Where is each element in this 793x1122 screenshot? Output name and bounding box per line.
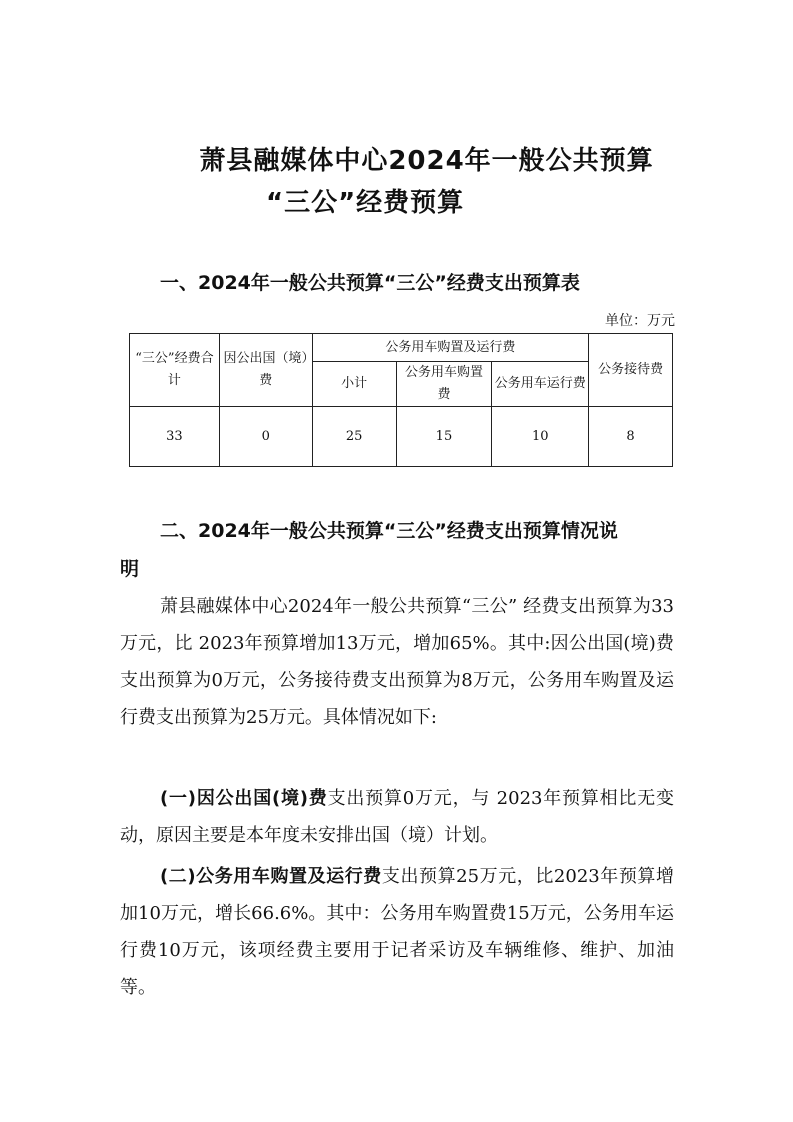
unit-label: 单位：万元: [605, 313, 675, 329]
paragraph-3-text: 支出预算25万元，比2023年预算增加10万元，增长66.6%。其中：公务用车购置费15万元，公务用车运行费10万元，该项经费主要用于记者采访及车辆维修、维护、加油等。: [120, 866, 675, 998]
paragraph-2-heading: (一)因公出国(境)费: [160, 788, 328, 809]
paragraph-abroad: [120, 780, 674, 854]
section-2-heading: [120, 512, 674, 588]
header-abroad: 因公出国（境）费: [219, 334, 312, 407]
budget-table: [129, 333, 673, 467]
value-operation: 10: [492, 407, 589, 467]
table-row: [130, 407, 673, 467]
value-subtotal: 25: [312, 407, 396, 467]
header-vehicle-group: 公务用车购置及运行费: [312, 334, 588, 362]
title-line-2: “三公”经费预算: [266, 188, 465, 218]
paragraph-1: 萧县融媒体中心2024年一般公共预算“三公” 经费支出预算为33万元，比 2023年预算增加13万元，增加65%。其中:因公出国(境)费支出预算为0万元，公务接待费支出预算为8万元，公务用车购置及运行费支出预算为25万元。具体情况如下:: [120, 596, 674, 728]
header-reception: 公务接待费: [589, 334, 673, 407]
value-purchase: 15: [396, 407, 492, 467]
value-total: 33: [130, 407, 220, 467]
paragraph-intro: [120, 588, 674, 736]
header-operation: 公务用车运行费: [492, 362, 589, 407]
document-title: [0, 140, 793, 224]
section-2-heading-part2: 明: [120, 558, 140, 580]
header-subtotal: 小计: [312, 362, 396, 407]
paragraph-vehicle: [120, 858, 674, 1006]
title-line-1: 萧县融媒体中心2024年一般公共预算: [199, 146, 654, 176]
section-1-heading: 一、2024年一般公共预算“三公”经费支出预算表: [160, 272, 580, 294]
value-abroad: 0: [219, 407, 312, 467]
value-reception: 8: [589, 407, 673, 467]
header-total: “三公”经费合计: [130, 334, 220, 407]
paragraph-3-heading: (二)公务用车购置及运行费: [160, 866, 382, 887]
paragraph-2-text: 支出预算0万元，与 2023年预算相比无变动，原因主要是本年度未安排出国（境）计划。: [120, 788, 674, 846]
section-2-heading-part1: 二、2024年一般公共预算“三公”经费支出预算情况说: [160, 520, 618, 542]
header-purchase: 公务用车购置费: [396, 362, 492, 407]
